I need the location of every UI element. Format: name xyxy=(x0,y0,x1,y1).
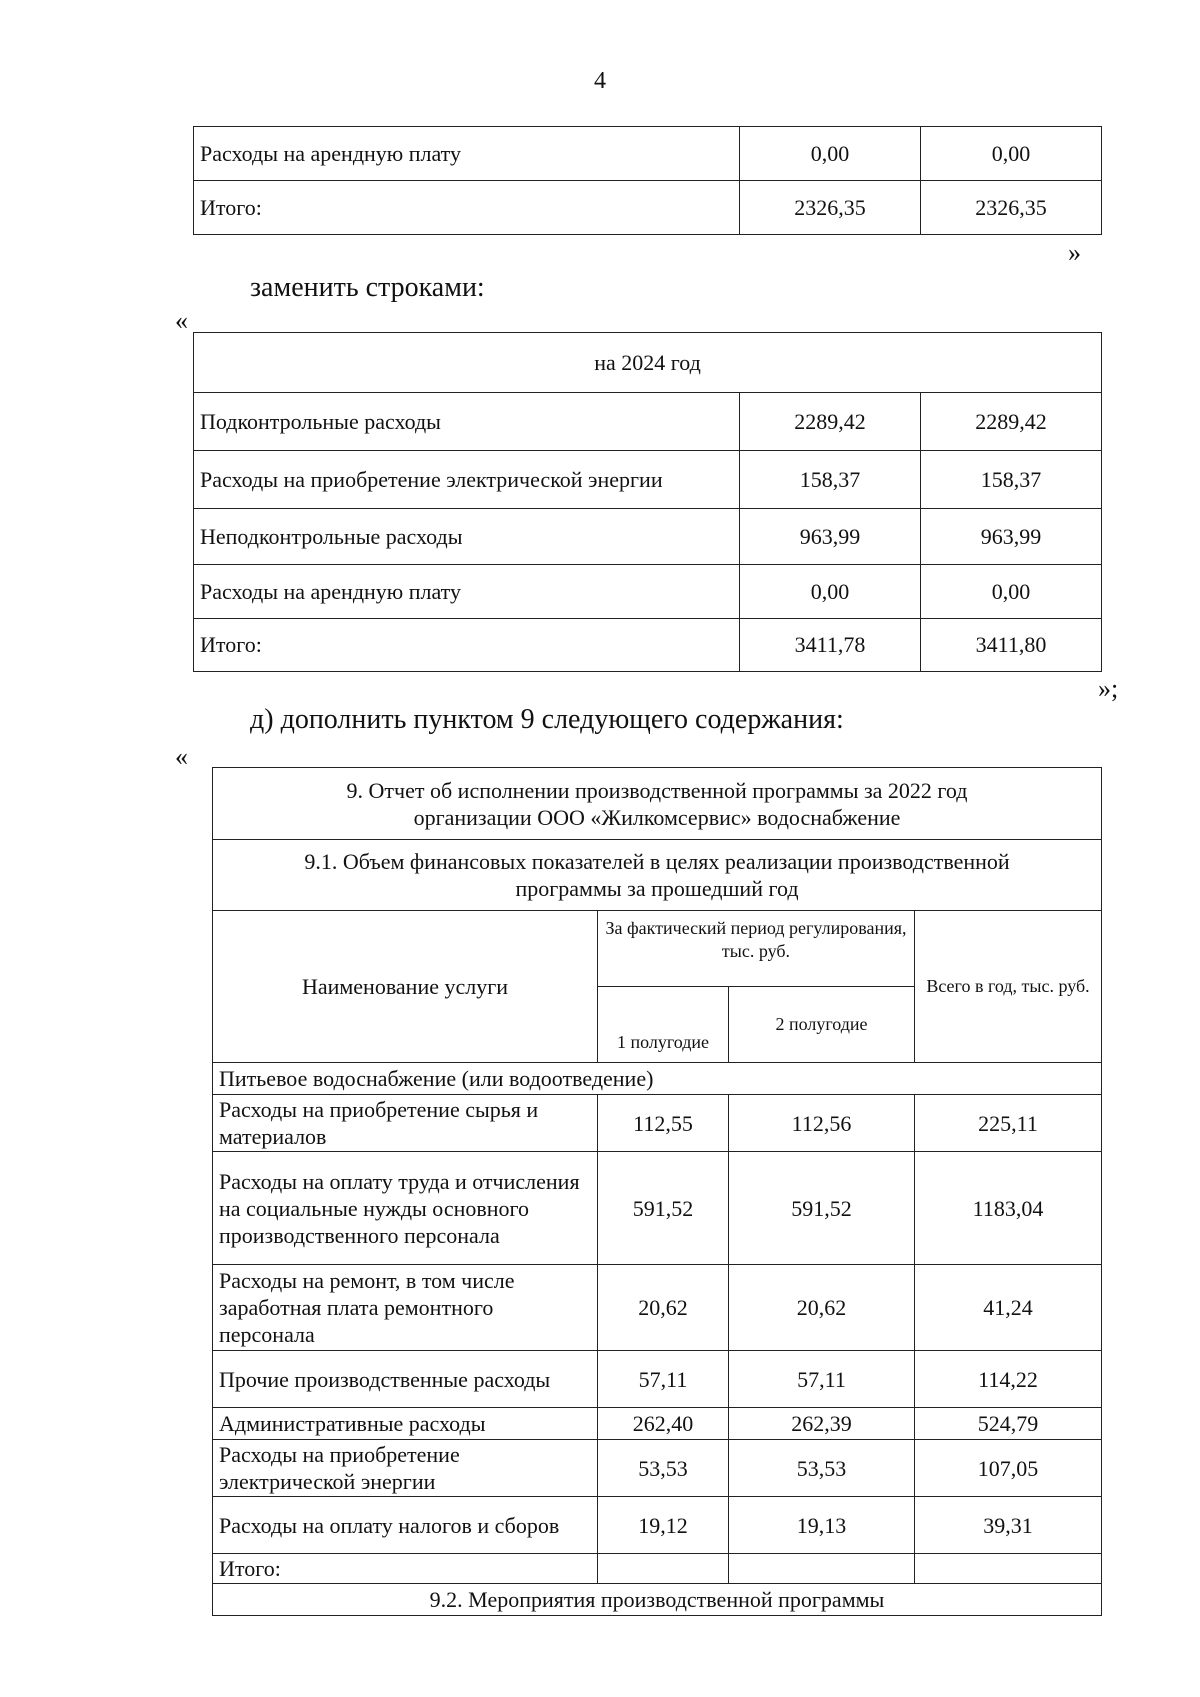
row-half-2: 262,39 xyxy=(729,1408,915,1440)
row-half-1: 591,52 xyxy=(598,1152,729,1265)
report-subtitle xyxy=(213,840,1102,911)
row-value-1: 2289,42 xyxy=(740,393,921,451)
row-label: Прочие производственные расходы xyxy=(213,1351,598,1408)
row-label: Административные расходы xyxy=(213,1408,598,1440)
table-production-program-report xyxy=(212,767,1102,1616)
row-label: Расходы на приобретение сырья и материалов xyxy=(213,1095,598,1152)
row-total: 1183,04 xyxy=(915,1152,1102,1265)
row-value-2: 0,00 xyxy=(921,565,1102,619)
table-row xyxy=(213,1497,1102,1554)
row-half-2: 53,53 xyxy=(729,1440,915,1497)
report-subtitle-line-1: 9.1. Объем финансовых показателей в целях реализации производственной xyxy=(304,849,1010,874)
row-half-1: 262,40 xyxy=(598,1408,729,1440)
footer-label: 9.2. Мероприятия производственной программы xyxy=(213,1584,1102,1616)
row-label: Подконтрольные расходы xyxy=(194,393,740,451)
table-subtitle-row xyxy=(213,840,1102,911)
row-label: Расходы на арендную плату xyxy=(194,127,740,181)
row-half-1: 19,12 xyxy=(598,1497,729,1554)
row-total: 225,11 xyxy=(915,1095,1102,1152)
row-half-2 xyxy=(729,1554,915,1584)
row-value-1: 2326,35 xyxy=(740,181,921,235)
row-total: 107,05 xyxy=(915,1440,1102,1497)
table-row xyxy=(194,619,1102,672)
table-row xyxy=(213,1554,1102,1584)
page-number: 4 xyxy=(594,68,606,94)
report-title-line-2: организации ООО «Жилкомсервис» водоснабжение xyxy=(413,804,901,830)
row-total: 114,22 xyxy=(915,1351,1102,1408)
row-value-1: 158,37 xyxy=(740,451,921,509)
row-label: Итого: xyxy=(213,1554,598,1584)
row-value-2: 2289,42 xyxy=(921,393,1102,451)
row-half-1: 112,55 xyxy=(598,1095,729,1152)
row-label: Расходы на приобретение электрической энергии xyxy=(213,1440,598,1497)
row-value-1: 0,00 xyxy=(740,127,921,181)
table-row xyxy=(213,1095,1102,1152)
report-subtitle-line-2: программы за прошедший год xyxy=(515,876,799,901)
table-row xyxy=(213,1440,1102,1497)
table-title: на 2024 год xyxy=(194,333,1102,393)
row-label: Расходы на оплату труда и отчисления на социальные нужды основного производственного персонала xyxy=(213,1152,598,1265)
supplement-instruction: д) дополнить пунктом 9 следующего содержания: xyxy=(250,704,844,735)
row-half-1: 20,62 xyxy=(598,1265,729,1351)
row-value-1: 3411,78 xyxy=(740,619,921,672)
closing-quote: » xyxy=(1068,238,1081,267)
row-half-1 xyxy=(598,1554,729,1584)
table-row xyxy=(194,393,1102,451)
row-total: 39,31 xyxy=(915,1497,1102,1554)
row-half-2: 591,52 xyxy=(729,1152,915,1265)
row-label: Итого: xyxy=(194,181,740,235)
column-header-half-2: 2 полугодие xyxy=(729,987,915,1063)
row-value-2: 2326,35 xyxy=(921,181,1102,235)
row-half-1: 53,53 xyxy=(598,1440,729,1497)
table-title-row xyxy=(213,768,1102,840)
column-header-name: Наименование услуги xyxy=(213,911,598,1063)
table-replacement-lines xyxy=(193,332,1102,672)
table-row xyxy=(194,181,1102,235)
table-previous-lines xyxy=(193,126,1102,235)
table-row xyxy=(213,1265,1102,1351)
row-half-2: 20,62 xyxy=(729,1265,915,1351)
report-title-line-1: 9. Отчет об исполнении производственной программы за 2022 год xyxy=(346,777,968,803)
row-label: Расходы на приобретение электрической энергии xyxy=(194,451,740,509)
row-half-2: 112,56 xyxy=(729,1095,915,1152)
table-row xyxy=(213,1408,1102,1440)
row-value-1: 0,00 xyxy=(740,565,921,619)
closing-quote: »; xyxy=(1098,674,1119,703)
row-total: 524,79 xyxy=(915,1408,1102,1440)
row-label: Итого: xyxy=(194,619,740,672)
row-half-2: 19,13 xyxy=(729,1497,915,1554)
opening-quote: « xyxy=(175,742,188,771)
section-row xyxy=(213,1063,1102,1095)
table-row xyxy=(213,1152,1102,1265)
row-half-2: 57,11 xyxy=(729,1351,915,1408)
report-title xyxy=(213,768,1102,840)
table-row xyxy=(194,127,1102,181)
row-value-2: 963,99 xyxy=(921,509,1102,565)
row-total: 41,24 xyxy=(915,1265,1102,1351)
row-value-2: 158,37 xyxy=(921,451,1102,509)
replace-instruction: заменить строками: xyxy=(250,272,485,303)
row-value-2: 3411,80 xyxy=(921,619,1102,672)
row-total xyxy=(915,1554,1102,1584)
column-header-total: Всего в год, тыс. руб. xyxy=(915,911,1102,1063)
column-header-period: За фактический период регулирования, тыс. руб. xyxy=(598,911,915,987)
table-row xyxy=(194,509,1102,565)
row-value-1: 963,99 xyxy=(740,509,921,565)
row-half-1: 57,11 xyxy=(598,1351,729,1408)
row-label: Расходы на арендную плату xyxy=(194,565,740,619)
footer-row xyxy=(213,1584,1102,1616)
opening-quote: « xyxy=(175,306,188,335)
row-label: Расходы на ремонт, в том числе заработная плата ремонтного персонала xyxy=(213,1265,598,1351)
row-label: Неподконтрольные расходы xyxy=(194,509,740,565)
row-value-2: 0,00 xyxy=(921,127,1102,181)
column-header-half-1: 1 полугодие xyxy=(598,987,729,1063)
table-row xyxy=(213,1351,1102,1408)
table-row xyxy=(194,565,1102,619)
table-row xyxy=(194,451,1102,509)
row-label: Расходы на оплату налогов и сборов xyxy=(213,1497,598,1554)
section-label: Питьевое водоснабжение (или водоотведение) xyxy=(213,1063,1102,1095)
table-title-row xyxy=(194,333,1102,393)
header-row xyxy=(213,911,1102,987)
